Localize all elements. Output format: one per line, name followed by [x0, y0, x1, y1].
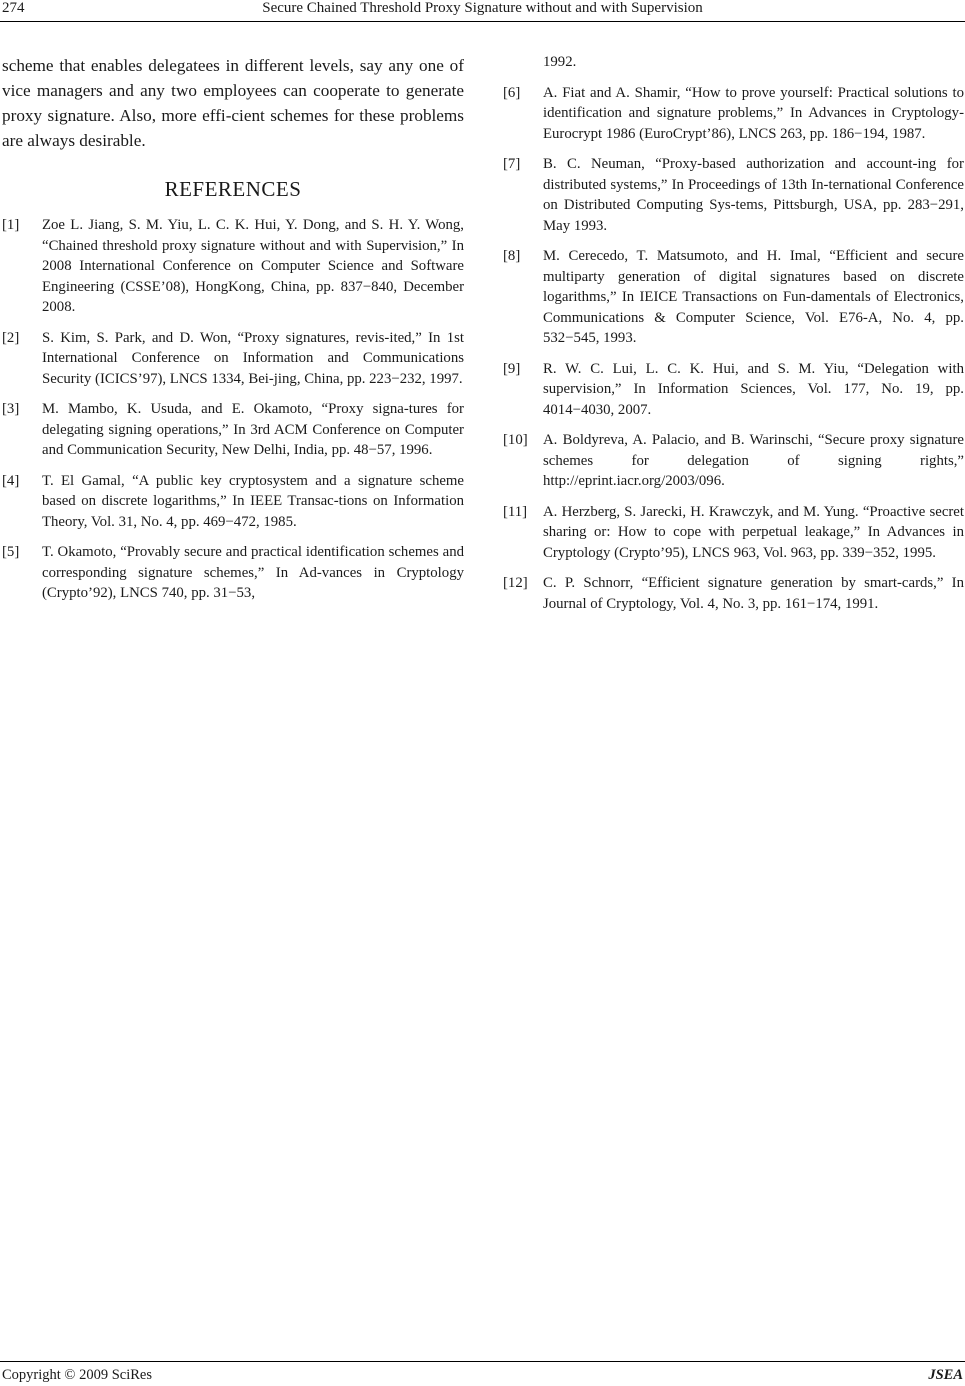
reference-text: M. Cerecedo, T. Matsumoto, and H. Imal, “Efficient and secure multiparty generation of digital signatures based on discrete logarithms,” In IEICE Transactions on Fun-damentals of Electronics, Communications & Computer Science, Vol. E76-A, No. 4, pp. 532−545, 1993.: [543, 248, 964, 346]
reference-number: [10]: [503, 432, 528, 448]
reference-number: [5]: [2, 544, 20, 560]
reference-text: T. Okamoto, “Provably secure and practical identification schemes and corresponding signature schemes,” In Ad-vances in Cryptology (Crypto’92), LNCS 740, pp. 31−53,: [42, 544, 464, 601]
reference-number: [4]: [2, 472, 20, 489]
intro-paragraph: scheme that enables delegatees in different levels, say any one of vice managers and any two employees can cooperate to generate proxy signature. Also, more effi-cient schemes for these problems are always desirable.: [2, 56, 464, 150]
reference-text: A. Herzberg, S. Jarecki, H. Krawczyk, and M. Yung. “Proactive secret sharing or: How to cope with perpetual leakage,” In Advances in Cryptology (Crypto’95), LNCS 963, Vol. 963, pp. 339−352, 1995.: [543, 503, 964, 561]
reference-item: [503, 359, 964, 421]
reference-text: T. El Gamal, “A public key cryptosystem and a signature scheme based on discrete logarithms,” In IEEE Transac-tions on Information Theory, Vol. 31, No. 4, pp. 469−472, 1985.: [42, 472, 464, 530]
header-rule: [0, 21, 965, 22]
reference-text: C. P. Schnorr, “Efficient signature generation by smart-cards,” In Journal of Cryptology, Vol. 4, No. 3, pp. 161−174, 1991.: [543, 575, 964, 612]
running-title: Secure Chained Threshold Proxy Signature without and with Supervision: [262, 0, 703, 16]
reference-text: S. Kim, S. Park, and D. Won, “Proxy signatures, revis-ited,” In 1st International Conference on Information and Communications Security (ICICS’97), LNCS 1334, Bei-jing, China, pp. 223−232, 1997.: [42, 329, 464, 387]
reference-item: [503, 246, 964, 349]
footer-rule: [0, 1361, 965, 1362]
reference-number: [1]: [2, 217, 20, 233]
reference-number: [2]: [2, 329, 20, 346]
reference-number: [8]: [503, 248, 521, 264]
reference-item: [503, 502, 964, 564]
reference-number: [7]: [503, 156, 521, 172]
reference-text: Zoe L. Jiang, S. M. Yiu, L. C. K. Hui, Y. Dong, and S. H. Y. Wong, “Chained threshold proxy signature without and with Supervision,” In 2008 International Conference on Computer Science and Software Engineering (CSSE’08), HongKong, China, pp. 837−840, December 2008.: [42, 217, 464, 315]
page-header: [0, 0, 965, 24]
reference-number: [9]: [503, 360, 521, 377]
reference-item: [2, 399, 464, 461]
reference-item: [2, 215, 464, 318]
reference-item: [503, 83, 964, 145]
right-column: [503, 53, 964, 624]
reference-item: [503, 573, 964, 614]
page-number: 274: [2, 0, 25, 16]
reference-text: R. W. C. Lui, L. C. K. Hui, and S. M. Yiu, “Delegation with supervision,” In Information Sciences, Vol. 177, No. 19, pp. 4014−4030, 2007.: [543, 360, 964, 418]
reference-item: [503, 154, 964, 236]
reference-number: [12]: [503, 575, 528, 591]
reference-text: B. C. Neuman, “Proxy-based authorization and account-ing for distributed systems,” In Proceedings of 13th In-ternational Conference on Distributed Computing Sys-tems, Pittsburgh, USA, pp. 283−291, May 1993.: [543, 156, 964, 234]
copyright-notice: Copyright © 2009 SciRes: [2, 1367, 152, 1383]
reference-item: [503, 430, 964, 492]
journal-abbreviation: JSEA: [928, 1367, 963, 1383]
reference-item: [2, 542, 464, 604]
reference-continuation: 1992.: [543, 54, 577, 70]
reference-text: A. Boldyreva, A. Palacio, and B. Warinschi, “Secure proxy signature schemes for delegation of signing rights,” http://eprint.iacr.org/2003/096.: [543, 432, 964, 489]
reference-item: [2, 328, 464, 390]
reference-item: [2, 471, 464, 533]
reference-text: M. Mambo, K. Usuda, and E. Okamoto, “Proxy signa-tures for delegating signing operations,” In 3rd ACM Conference on Computer and Communication Security, New Delhi, India, pp. 48−57, 1996.: [42, 401, 464, 458]
reference-number: [6]: [503, 84, 521, 101]
left-column: [2, 53, 464, 614]
references-heading: REFERENCES: [164, 177, 302, 201]
reference-number: [3]: [2, 401, 20, 417]
reference-number: [11]: [503, 503, 528, 520]
reference-text: A. Fiat and A. Shamir, “How to prove yourself: Practical solutions to identification and signature problems,” In Advances in Cryptology-Eurocrypt 1986 (EuroCrypt’86), LNCS 263, pp. 186−194, 1987.: [543, 84, 964, 142]
